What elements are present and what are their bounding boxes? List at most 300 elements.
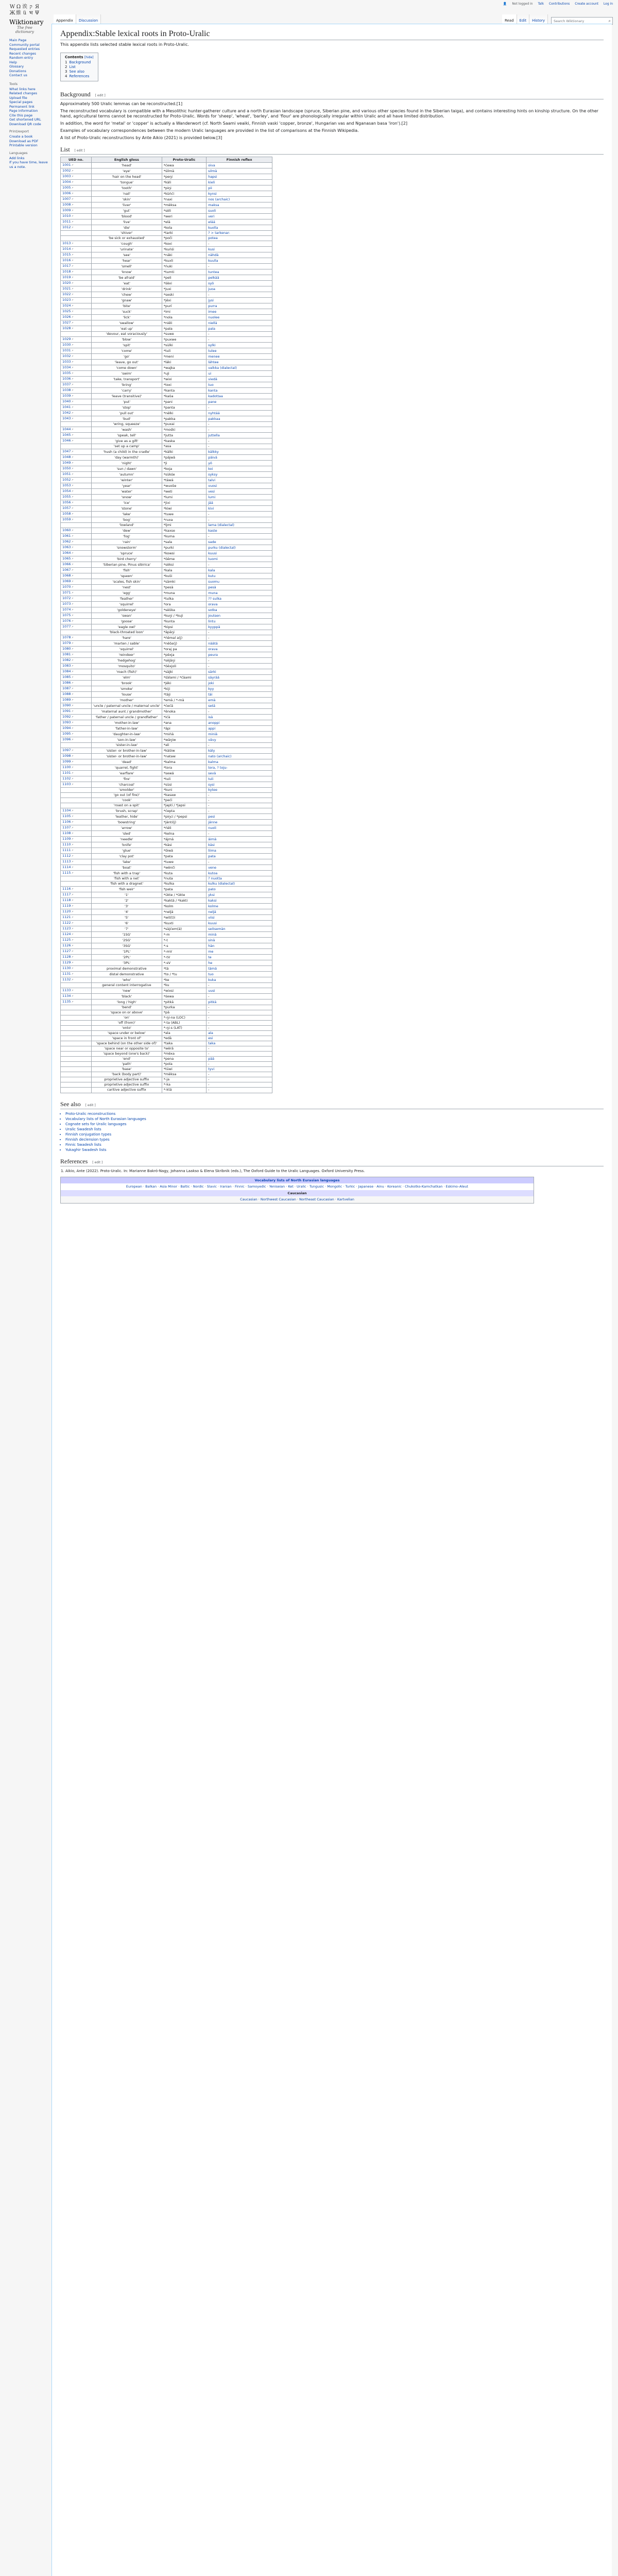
ued-number-cell[interactable] <box>61 281 92 286</box>
ued-number-cell[interactable] <box>61 500 92 506</box>
finnish-reflex-cell-text[interactable]: kusi <box>208 247 215 251</box>
ued-number-cell-text[interactable]: 1103 <box>62 782 71 787</box>
navbox-row-main[interactable]: European · Balkan · Asia Minor · Baltic · Nordic · Slavic · Iranian · Finnic · Samoyedic · Yeniseian · Ket · Uralic · Tungusic · Mongolic · Turkic · Japanese · Ainu · Koreanic · Chukotko-Kamchatkan · Eskimo–Aleut <box>126 1184 469 1189</box>
finnish-reflex-cell-text[interactable]: nähdä <box>208 252 219 257</box>
finnish-reflex-cell-text[interactable]: isä <box>208 715 213 719</box>
finnish-reflex-cell[interactable] <box>207 619 272 624</box>
finnish-reflex-cell[interactable] <box>207 602 272 607</box>
ued-number-cell[interactable] <box>61 692 92 698</box>
finnish-reflex-cell[interactable] <box>207 1041 272 1046</box>
finnish-reflex-cell-text[interactable]: viedä <box>208 377 217 381</box>
talk-link[interactable]: Talk <box>538 2 544 6</box>
finnish-reflex-cell-text[interactable]: elää <box>208 219 215 224</box>
ued-number-cell[interactable] <box>61 921 92 926</box>
ued-number-cell[interactable] <box>61 988 92 994</box>
edit-section-link[interactable]: [ edit ] <box>95 94 106 97</box>
finnish-reflex-cell[interactable] <box>207 528 272 534</box>
sidebar-nav-link[interactable]: Help <box>9 60 17 64</box>
ued-number-cell-text[interactable]: 1121 <box>62 915 71 920</box>
ued-number-cell[interactable] <box>61 647 92 652</box>
ued-number-cell-text[interactable]: 1134 <box>62 994 71 998</box>
finnish-reflex-cell-text[interactable]: niellä <box>208 320 217 325</box>
finnish-reflex-cell-text[interactable]: yö <box>208 461 212 465</box>
finnish-reflex-cell-text[interactable]: pato <box>208 887 216 891</box>
ued-number-cell-text[interactable]: 1018 <box>62 269 71 274</box>
finnish-reflex-cell-text[interactable]: näätä <box>208 641 218 646</box>
finnish-reflex-cell-text[interactable]: jysi <box>208 298 214 302</box>
tab-history[interactable]: History <box>529 14 548 25</box>
finnish-reflex-cell[interactable] <box>207 174 272 180</box>
ued-number-cell-text[interactable]: 1117 <box>62 892 71 897</box>
ued-number-cell-text[interactable]: 1126 <box>62 943 71 948</box>
finnish-reflex-cell[interactable] <box>207 500 272 506</box>
ued-number-cell-text[interactable]: 1105 <box>62 814 71 819</box>
finnish-reflex-cell[interactable] <box>207 647 272 652</box>
see-also-link[interactable]: • Vocabulary lists of North Eurasian languages <box>65 1116 604 1122</box>
finnish-reflex-cell[interactable] <box>207 904 272 909</box>
finnish-reflex-cell[interactable] <box>207 720 272 726</box>
finnish-reflex-cell[interactable] <box>207 972 272 977</box>
ued-number-cell-text[interactable]: 1021 <box>62 286 71 291</box>
ued-number-cell[interactable] <box>61 365 92 371</box>
wiktionary-logo[interactable] <box>9 4 44 34</box>
finnish-reflex-cell[interactable] <box>207 326 272 332</box>
ued-number-cell[interactable] <box>61 949 92 955</box>
finnish-reflex-cell[interactable] <box>207 281 272 286</box>
header-proto-uralic[interactable]: Proto-Uralic <box>162 157 206 163</box>
finnish-reflex-cell[interactable] <box>207 842 272 848</box>
ued-number-cell-text[interactable]: 1056 <box>62 500 71 505</box>
ued-number-cell-text[interactable]: 1128 <box>62 955 71 959</box>
ued-number-cell[interactable] <box>61 411 92 416</box>
ued-number-cell[interactable] <box>61 960 92 966</box>
ued-number-cell[interactable] <box>61 185 92 191</box>
finnish-reflex-cell-text[interactable]: vuosi <box>208 483 217 488</box>
header-english-gloss[interactable]: English gloss <box>92 157 162 163</box>
ued-number-cell-text[interactable]: 1017 <box>62 264 71 268</box>
finnish-reflex-cell[interactable] <box>207 915 272 921</box>
ued-number-cell[interactable] <box>61 427 92 433</box>
finnish-reflex-cell[interactable] <box>207 876 272 882</box>
ued-number-cell[interactable] <box>61 292 92 298</box>
ued-number-cell[interactable] <box>61 765 92 771</box>
ued-number-cell[interactable] <box>61 720 92 726</box>
finnish-reflex-cell-text[interactable]: lintu <box>208 619 216 623</box>
finnish-reflex-cell[interactable] <box>207 825 272 831</box>
tab-read[interactable]: Read <box>502 14 517 25</box>
finnish-reflex-cell[interactable] <box>207 692 272 698</box>
ued-number-cell[interactable] <box>61 848 92 854</box>
finnish-reflex-cell[interactable] <box>207 185 272 191</box>
finnish-reflex-cell[interactable] <box>207 411 272 416</box>
ued-number-cell-text[interactable]: 1042 <box>62 411 71 415</box>
ued-number-cell-text[interactable]: 1129 <box>62 960 71 965</box>
finnish-reflex-cell[interactable] <box>207 698 272 703</box>
ued-number-cell-text[interactable]: 1032 <box>62 354 71 359</box>
finnish-reflex-cell-text[interactable]: sylki <box>208 343 216 347</box>
ued-number-cell[interactable] <box>61 641 92 647</box>
ued-number-cell[interactable] <box>61 298 92 303</box>
ued-number-cell[interactable] <box>61 669 92 675</box>
finnish-reflex-cell[interactable] <box>207 771 272 776</box>
ued-number-cell-text[interactable]: 1061 <box>62 534 71 538</box>
finnish-reflex-cell-text[interactable]: vävy <box>208 737 216 742</box>
ued-number-cell[interactable] <box>61 859 92 865</box>
finnish-reflex-cell-text[interactable]: kuusi <box>208 921 217 925</box>
ued-number-cell-text[interactable]: 1027 <box>62 320 71 325</box>
ued-number-cell[interactable] <box>61 269 92 275</box>
ued-number-cell[interactable] <box>61 202 92 208</box>
finnish-reflex-cell-text[interactable]: syö <box>208 281 214 285</box>
ued-number-cell[interactable] <box>61 737 92 743</box>
finnish-reflex-cell-text[interactable]: tora, ? toju- <box>208 765 228 770</box>
ued-number-cell-text[interactable]: 1002 <box>62 168 71 173</box>
finnish-reflex-cell[interactable] <box>207 686 272 692</box>
ued-number-cell-text[interactable]: 1073 <box>62 602 71 606</box>
finnish-reflex-cell[interactable] <box>207 999 272 1005</box>
ued-number-cell[interactable] <box>61 556 92 562</box>
ued-number-cell-text[interactable]: 1039 <box>62 394 71 398</box>
ued-number-cell[interactable] <box>61 545 92 551</box>
finnish-reflex-cell-text[interactable]: sysi <box>208 782 215 787</box>
ued-number-cell-text[interactable]: 1009 <box>62 208 71 212</box>
finnish-reflex-cell[interactable] <box>207 641 272 647</box>
ued-number-cell-text[interactable]: 1019 <box>62 275 71 280</box>
finnish-reflex-cell-text[interactable]: täi <box>208 692 213 697</box>
finnish-reflex-cell[interactable] <box>207 315 272 320</box>
ued-number-cell[interactable] <box>61 782 92 788</box>
ued-number-cell-text[interactable]: 1100 <box>62 765 71 770</box>
ued-number-cell[interactable] <box>61 585 92 590</box>
finnish-reflex-cell[interactable] <box>207 202 272 208</box>
finnish-reflex-cell[interactable] <box>207 551 272 556</box>
ued-number-cell[interactable] <box>61 506 92 512</box>
finnish-reflex-cell[interactable] <box>207 556 272 562</box>
finnish-reflex-cell[interactable] <box>207 298 272 303</box>
finnish-reflex-cell-text[interactable]: nuolee <box>208 315 220 319</box>
finnish-reflex-cell-text[interactable]: kieli <box>208 180 215 184</box>
finnish-reflex-cell[interactable] <box>207 938 272 943</box>
ued-number-cell[interactable] <box>61 241 92 247</box>
finnish-reflex-cell[interactable] <box>207 365 272 371</box>
log-in-link[interactable]: Log in <box>603 2 613 6</box>
ued-number-cell[interactable] <box>61 382 92 388</box>
ued-number-cell-text[interactable]: 1131 <box>62 972 71 976</box>
ued-number-cell[interactable] <box>61 225 92 231</box>
ued-number-cell-text[interactable]: 1028 <box>62 326 71 331</box>
finnish-reflex-cell-text[interactable]: ui <box>208 371 212 376</box>
edit-section-link[interactable]: [ edit ] <box>92 1160 103 1164</box>
ued-number-cell-text[interactable]: 1132 <box>62 977 71 982</box>
finnish-reflex-cell-text[interactable]: kivi <box>208 506 214 511</box>
finnish-reflex-cell-text[interactable]: päivä <box>208 455 217 460</box>
finnish-reflex-cell-text[interactable]: joki <box>208 681 214 685</box>
finnish-reflex-cell-text[interactable]: kutu <box>208 573 216 578</box>
finnish-reflex-cell[interactable] <box>207 865 272 871</box>
ued-number-cell-text[interactable]: 1038 <box>62 388 71 393</box>
finnish-reflex-cell-text[interactable]: säyrää <box>208 675 219 680</box>
ued-number-cell-text[interactable]: 1079 <box>62 641 71 646</box>
ued-number-cell-text[interactable]: 1025 <box>62 309 71 314</box>
finnish-reflex-cell-text[interactable]: sevä <box>208 771 216 775</box>
ued-number-cell-text[interactable]: 1030 <box>62 343 71 347</box>
finnish-reflex-cell-text[interactable]: kyy <box>208 686 214 691</box>
ued-number-cell[interactable] <box>61 943 92 949</box>
ued-number-cell[interactable] <box>61 371 92 377</box>
tab-edit[interactable]: Edit <box>517 14 530 25</box>
ued-number-cell[interactable] <box>61 865 92 871</box>
ued-number-cell-text[interactable]: 1107 <box>62 825 71 830</box>
ued-number-cell[interactable] <box>61 168 92 174</box>
finnish-reflex-cell[interactable] <box>207 382 272 388</box>
ued-number-cell-text[interactable]: 1014 <box>62 247 71 251</box>
finnish-reflex-cell[interactable] <box>207 960 272 966</box>
see-also-link[interactable]: • Uralic Swadesh lists <box>65 1127 604 1132</box>
ued-number-cell[interactable] <box>61 837 92 842</box>
ued-number-cell-text[interactable]: 1022 <box>62 292 71 297</box>
finnish-reflex-cell[interactable] <box>207 371 272 377</box>
ued-number-cell[interactable] <box>61 658 92 664</box>
finnish-reflex-cell-text[interactable]: muna <box>208 590 218 595</box>
finnish-reflex-cell-text[interactable]: tyvi <box>208 1067 215 1072</box>
finnish-reflex-cell[interactable] <box>207 348 272 354</box>
ued-number-cell-text[interactable]: 1024 <box>62 303 71 308</box>
finnish-reflex-cell-text[interactable]: pesä <box>208 585 216 589</box>
see-also-link[interactable]: • Proto-Uralic reconstructions <box>65 1111 604 1116</box>
ued-number-cell[interactable] <box>61 715 92 720</box>
finnish-reflex-cell-text[interactable]: kuulla <box>208 258 218 263</box>
toc-item[interactable] <box>65 65 94 70</box>
ued-number-cell[interactable] <box>61 478 92 483</box>
finnish-reflex-cell[interactable] <box>207 354 272 360</box>
finnish-reflex-cell-text[interactable]: seitsemän <box>208 926 226 931</box>
ued-number-cell[interactable] <box>61 528 92 534</box>
finnish-reflex-cell[interactable] <box>207 433 272 438</box>
finnish-reflex-cell[interactable] <box>207 1067 272 1072</box>
finnish-reflex-cell[interactable] <box>207 669 272 675</box>
ued-number-cell[interactable] <box>61 573 92 579</box>
sidebar-tool-link[interactable]: Related changes <box>9 91 38 95</box>
ued-number-cell-text[interactable]: 1094 <box>62 726 71 731</box>
ued-number-cell-text[interactable]: 1125 <box>62 938 71 942</box>
ued-number-cell-text[interactable]: 1075 <box>62 613 71 618</box>
sidebar-print-link[interactable]: Download as PDF <box>9 139 39 143</box>
finnish-reflex-cell[interactable] <box>207 180 272 185</box>
ued-number-cell[interactable] <box>61 613 92 619</box>
ued-number-cell[interactable] <box>61 562 92 568</box>
ued-number-cell[interactable] <box>61 686 92 692</box>
finnish-reflex-cell[interactable] <box>207 399 272 405</box>
ued-number-cell[interactable] <box>61 854 92 859</box>
finnish-reflex-cell[interactable] <box>207 871 272 876</box>
ued-number-cell[interactable] <box>61 698 92 703</box>
ued-number-cell[interactable] <box>61 771 92 776</box>
finnish-reflex-cell-text[interactable]: nyhtää <box>208 411 220 415</box>
ued-number-cell-text[interactable]: 1133 <box>62 988 71 993</box>
finnish-reflex-cell[interactable] <box>207 472 272 478</box>
finnish-reflex-cell-text[interactable]: lähtee <box>208 360 219 364</box>
finnish-reflex-cell[interactable] <box>207 585 272 590</box>
ued-number-cell[interactable] <box>61 275 92 281</box>
finnish-reflex-cell-text[interactable]: kynsi <box>208 191 217 196</box>
finnish-reflex-cell[interactable] <box>207 214 272 219</box>
ued-number-cell[interactable] <box>61 932 92 938</box>
finnish-reflex-cell-text[interactable]: kutoa <box>208 871 218 875</box>
ued-number-cell-text[interactable]: 1001 <box>62 163 71 167</box>
sidebar-nav-link[interactable]: Contact us <box>9 73 27 77</box>
ued-number-cell[interactable] <box>61 174 92 180</box>
finnish-reflex-cell[interactable] <box>207 607 272 613</box>
ued-number-cell[interactable] <box>61 219 92 225</box>
finnish-reflex-cell-text[interactable]: imee <box>208 309 217 314</box>
ued-number-cell-text[interactable]: 1033 <box>62 360 71 364</box>
finnish-reflex-cell-text[interactable]: hän <box>208 943 215 948</box>
ued-number-cell[interactable] <box>61 808 92 814</box>
ued-number-cell-text[interactable]: 1098 <box>62 754 71 758</box>
finnish-reflex-cell[interactable] <box>207 236 272 241</box>
finnish-reflex-cell[interactable] <box>207 887 272 892</box>
tab-appendix[interactable]: Appendix <box>54 14 76 25</box>
ued-number-cell-text[interactable]: 1071 <box>62 590 71 595</box>
ued-number-cell-text[interactable]: 1099 <box>62 759 71 764</box>
ued-number-cell-text[interactable]: 1046 <box>62 438 71 443</box>
finnish-reflex-cell-text[interactable]: särki <box>208 669 216 674</box>
sidebar-nav-link[interactable]: Community portal <box>9 42 40 47</box>
ued-number-cell[interactable] <box>61 495 92 500</box>
ued-number-cell-text[interactable]: 1026 <box>62 315 71 319</box>
ued-number-cell-text[interactable]: 1015 <box>62 252 71 257</box>
finnish-reflex-cell-text[interactable]: juttella <box>208 433 220 437</box>
ued-number-cell-text[interactable]: 1005 <box>62 185 71 190</box>
finnish-reflex-cell-text[interactable]: äimä <box>208 837 217 841</box>
ued-number-cell[interactable] <box>61 163 92 168</box>
ued-number-cell[interactable] <box>61 624 92 630</box>
ued-number-cell-text[interactable]: 1043 <box>62 416 71 421</box>
finnish-reflex-cell[interactable] <box>207 219 272 225</box>
finnish-reflex-cell[interactable] <box>207 715 272 720</box>
ued-number-cell-text[interactable]: 1095 <box>62 732 71 736</box>
finnish-reflex-cell[interactable] <box>207 703 272 709</box>
ued-number-cell-text[interactable]: 1090 <box>62 703 71 708</box>
finnish-reflex-cell-text[interactable]: kaste <box>208 528 217 533</box>
finnish-reflex-cell-text[interactable]: pitkä <box>208 999 217 1004</box>
ued-number-cell[interactable] <box>61 252 92 258</box>
finnish-reflex-cell[interactable] <box>207 726 272 732</box>
ued-number-cell[interactable] <box>61 512 92 517</box>
finnish-reflex-cell-text[interactable]: nato (archaic) <box>208 754 232 758</box>
ued-number-cell-text[interactable]: 1004 <box>62 180 71 184</box>
ued-number-cell[interactable] <box>61 258 92 264</box>
sidebar-nav-link[interactable]: Donations <box>9 69 26 73</box>
finnish-reflex-cell[interactable] <box>207 455 272 461</box>
finnish-reflex-cell-text[interactable]: pelkää <box>208 275 219 280</box>
ued-number-cell[interactable] <box>61 466 92 472</box>
ued-number-cell[interactable] <box>61 776 92 782</box>
ued-number-cell-text[interactable]: 1023 <box>62 298 71 302</box>
finnish-reflex-cell[interactable] <box>207 252 272 258</box>
finnish-reflex-cell[interactable] <box>207 765 272 771</box>
finnish-reflex-cell-text[interactable]: syksy <box>208 472 218 477</box>
finnish-reflex-cell-text[interactable]: viisi <box>208 915 215 920</box>
sidebar-tool-link[interactable]: Special pages <box>9 100 33 104</box>
finnish-reflex-cell-text[interactable]: uusi <box>208 988 215 993</box>
see-also-link[interactable]: • Cognate sets for Uralic languages <box>65 1122 604 1127</box>
ued-number-cell-text[interactable]: 1041 <box>62 405 71 410</box>
ued-number-cell-text[interactable]: 1006 <box>62 191 71 195</box>
toc-item[interactable] <box>65 60 94 65</box>
see-also-link[interactable]: • Yukaghir Swadesh lists <box>65 1147 604 1153</box>
finnish-reflex-cell[interactable] <box>207 416 272 422</box>
ued-number-cell-text[interactable]: 1058 <box>62 512 71 516</box>
finnish-reflex-cell-text[interactable]: oiva <box>208 163 215 167</box>
ued-number-cell[interactable] <box>61 607 92 613</box>
ued-number-cell[interactable] <box>61 517 92 523</box>
ued-number-cell-text[interactable]: 1052 <box>62 478 71 482</box>
finnish-reflex-cell-text[interactable]: pii <box>208 185 212 190</box>
ued-number-cell[interactable] <box>61 449 92 455</box>
finnish-reflex-cell[interactable] <box>207 652 272 658</box>
ued-number-cell-text[interactable]: 1010 <box>62 214 71 218</box>
finnish-reflex-cell-text[interactable]: te <box>208 955 212 959</box>
finnish-reflex-cell[interactable] <box>207 286 272 292</box>
ued-number-cell-text[interactable]: 1003 <box>62 174 71 178</box>
ued-number-cell[interactable] <box>61 926 92 932</box>
ued-number-cell-text[interactable]: 1092 <box>62 715 71 719</box>
ued-number-cell[interactable] <box>61 247 92 252</box>
ued-number-cell-text[interactable]: 1008 <box>62 202 71 207</box>
finnish-reflex-cell[interactable] <box>207 932 272 938</box>
ued-number-cell[interactable] <box>61 348 92 354</box>
finnish-reflex-cell-text[interactable]: purku (dialectal) <box>208 545 236 550</box>
ued-number-cell[interactable] <box>61 820 92 825</box>
ued-number-cell-text[interactable]: 1077 <box>62 624 71 629</box>
finnish-reflex-cell-text[interactable]: käly <box>208 748 215 753</box>
finnish-reflex-cell-text[interactable]: purra <box>208 303 217 308</box>
finnish-reflex-cell-text[interactable]: potea <box>208 236 218 241</box>
finnish-reflex-cell-text[interactable]: tuo <box>208 972 214 976</box>
ued-number-cell[interactable] <box>61 842 92 848</box>
finnish-reflex-cell-text[interactable]: kuusi <box>208 551 217 555</box>
finnish-reflex-cell[interactable] <box>207 449 272 455</box>
ued-number-cell[interactable] <box>61 303 92 309</box>
ued-number-cell-text[interactable]: 1118 <box>62 898 71 903</box>
finnish-reflex-cell[interactable] <box>207 545 272 551</box>
ued-number-cell-text[interactable]: 1011 <box>62 219 71 224</box>
ued-number-cell[interactable] <box>61 726 92 732</box>
ued-number-cell-text[interactable]: 1020 <box>62 281 71 285</box>
ued-number-cell[interactable] <box>61 977 92 983</box>
finnish-reflex-cell-text[interactable]: anoppi <box>208 720 220 725</box>
ued-number-cell-text[interactable]: 1085 <box>62 675 71 680</box>
finnish-reflex-cell-text[interactable]: juoa <box>208 286 215 291</box>
ued-number-cell[interactable] <box>61 534 92 539</box>
ued-number-cell-text[interactable]: 1088 <box>62 692 71 697</box>
ued-number-cell-text[interactable]: 1127 <box>62 949 71 954</box>
ued-number-cell[interactable] <box>61 455 92 461</box>
ued-number-cell-text[interactable]: 1082 <box>62 658 71 663</box>
ued-number-cell-text[interactable]: 1034 <box>62 365 71 370</box>
ued-number-cell-text[interactable]: 1123 <box>62 926 71 931</box>
finnish-reflex-cell[interactable] <box>207 949 272 955</box>
ued-number-cell-text[interactable]: 1130 <box>62 966 71 971</box>
ued-number-cell-text[interactable]: 1115 <box>62 871 71 875</box>
finnish-reflex-cell[interactable] <box>207 388 272 394</box>
finnish-reflex-cell-text[interactable]: jänne <box>208 820 218 824</box>
finnish-reflex-cell[interactable] <box>207 898 272 904</box>
ued-number-cell[interactable] <box>61 472 92 478</box>
ued-number-cell-text[interactable]: 1074 <box>62 607 71 612</box>
finnish-reflex-cell-text[interactable]: vene <box>208 865 217 870</box>
